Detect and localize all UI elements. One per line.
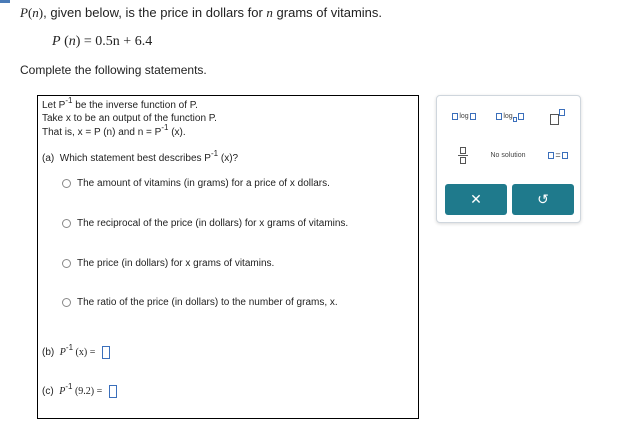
no-solution-button[interactable]: No solution (490, 151, 526, 159)
placeholder-box-icon (513, 117, 517, 122)
option-1[interactable]: The amount of vitamins (in grams) for a price of x dollars. (62, 178, 330, 189)
math-toolbar (436, 95, 581, 223)
instruction: Complete the following statements. (20, 63, 207, 77)
placeholder-box-icon (518, 113, 524, 120)
undo-button[interactable] (512, 184, 574, 215)
placeholder-box-icon (550, 114, 559, 125)
problem-intro: P(n), given below, is the price in dollars for n grams of vitamins. (20, 5, 383, 20)
option-3[interactable]: The price (in dollars) for x grams of vitamins. (62, 258, 274, 269)
log-base-button[interactable]: log (493, 108, 527, 124)
placeholder-box-icon (460, 147, 466, 154)
intro-line2: Take x to be an output of the function P. (42, 113, 217, 124)
radio-button[interactable] (62, 298, 71, 307)
undo-icon: ↺ (537, 191, 549, 207)
part-b: (b) $P^{-1}$ (x) = (42, 346, 110, 359)
placeholder-box-icon (460, 157, 466, 164)
radio-button[interactable] (62, 179, 71, 188)
placeholder-box-icon (496, 113, 502, 120)
placeholder-box-icon (559, 109, 565, 116)
formula: P (n) = 0.5n + 6.4 (52, 34, 153, 49)
part-c: (c) $P^{-1}$ (9.2) = (42, 385, 117, 398)
placeholder-box-icon (562, 152, 568, 159)
option-4[interactable]: The ratio of the price (in dollars) to the number of grams, x. (62, 297, 338, 308)
answer-input-b[interactable] (102, 346, 110, 359)
placeholder-box-icon (470, 113, 476, 120)
log-button[interactable]: log (447, 108, 481, 124)
clear-button[interactable] (445, 184, 507, 215)
intro-line3: That is, x = P (n) and $n = P^{-1}$ (x). (42, 123, 186, 138)
intro-line1: Let $P^{-1}$ be the inverse function of P. (42, 96, 198, 111)
fraction-button[interactable] (451, 144, 475, 166)
question-box (37, 95, 419, 419)
placeholder-box-icon (548, 152, 554, 159)
radio-button[interactable] (62, 219, 71, 228)
top-accent-bar (0, 0, 10, 3)
superscript-button[interactable] (543, 106, 571, 126)
times-icon: ✕ (470, 191, 482, 207)
radio-button[interactable] (62, 259, 71, 268)
answer-input-c[interactable] (109, 385, 117, 398)
equals-button[interactable]: = (541, 147, 575, 163)
option-2[interactable]: The reciprocal of the price (in dollars) for x grams of vitamins. (62, 218, 348, 229)
placeholder-box-icon (452, 113, 458, 120)
part-a-prompt: (a) Which statement best describes $P^{-1}$ (x)? (42, 149, 239, 164)
